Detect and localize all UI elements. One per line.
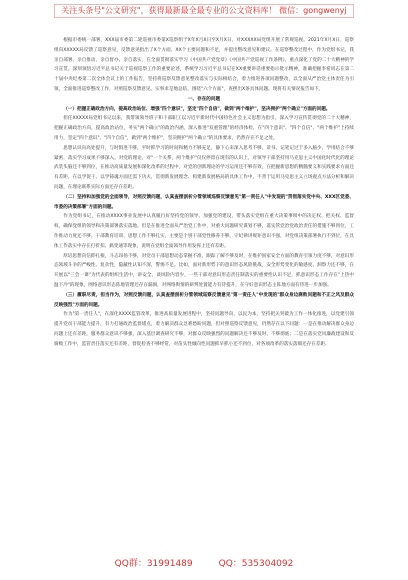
paragraph-duty-performance: 作为"第一责任人"，在深化XXXX监管改革，推进高质量发展进程中，坚持问题导向，以民为本，坚持把关突破为工作一体化推进，以党建引领提升党员干部能力提升，有力打通政治监督堵点，着力解决群众急难愁盼问题，但对照巡察反馈意见，仍然存在以下问题：一是在推动解决群众身边问题上还有差距，服务群众意识不够强，深入基层调查研究不够，对群众反映强烈的问题解决还不够及时、不够彻底；二是在落实党风廉政建设和反腐败工作中，监管责任落实还有差距，督促检查不够经常，对苗头性倾向性问题抓早抓小还不到位，对各项改革的落实落细还存在差距。 [54,312,354,347]
banner-text: 关注头条号"公文研究"，获得最新最全最专业的公文资料库！ 微信：gongwenyj [54,4,354,18]
top-banner [0,0,408,22]
qq-group: QQ群：31991489 [114,559,193,569]
section-heading-problems: 一、存在的问题 [187,96,221,102]
intro-paragraph: 根据市委统一部署，XXX届市委第二轮巡视市委第X巡察组于X年X月X日至X月X日，对XXXXX局党组开展了常规巡视。2021年X月X日，巡察组向XXXXX局反馈了巡察意见，反馈意见指出了X个方面、XX个主要问题和不足，并提出整改意见和建议。在巡察整改过程中，作为党组书记，我亲自部署、亲自推动、亲自督办、亲自落实，在全面贯彻落实学习《中国共产党党章》《中国共产党巡视工作条例》，重点深化了党的二十大精神的学习宣贯，深刻领悟习近平总书记关于巡视巡察工作的重要论述，系统学习习近平总书记在XX重要讲话重要指示批示精神，准确把握李希同志在第二十届中央纪委第二次全体会议上的工作报告，坚持将巡察反馈意见整改落实与实际相结合，着力推进各项问题整改，以全面从严治党主体责任为引领，全面推进巡察整改工作，对照巡察反馈意见，实事求是地总结，围绕"六个方面"，查摆出X条具体问题，现将有关情况报告如下。 [54,38,354,92]
document-body [54,36,354,350]
qq-number: QQ：535304092 [218,559,294,569]
footer-contact [0,559,408,570]
paragraph-party-leadership: 作为党组书记，在推动XXXX事业发展中认真履行好坚持党的领导、加强党的建设，带头落实党组在重大决策事项中的决定权、把关权、监督权，确保党组的领导和决策部署落实落地。但是在推进全面从严治党工作中，对重大问题研究谋划不够，落实管党治党政治责任的措施不够到位，工作推动力度还不够。干部教育培训、思想工作不够扎实，主要是个别干部党性修养不够、守纪律讲规矩意识不强，对党组决策部署执行不到位，在具体工作落实中存在打折扣、搞变通等现象，说明在党组全面领导作用发挥上还有差距。 [54,214,354,249]
paragraph-political-direction: 担任XXXXX局党组书记以来，我带领领导班子和干部职工以习近平新时代中国特色社会主义思想为指引，深入学习宣传贯彻党的二十大精神，把握正确政治方向，提高政治站位，务实"两个确立"的政治内涵，深入推进"双重管理"的经济体检，在"四个意识"、"四个自信"、"两个维护"上持续用力，坚定"四个意识"、"四个自信"，做到"两个维护"，坚决拥护"两个确立"的具体要求，仍然存在不足之处。 [54,116,354,141]
paragraph-ideological-understanding: 思想认识向高处提升，与时俱进不够，平时抓学习的时间和精力不够充足，静下心来深入思考不够，读书、记笔记过于多入脑少，学用结合不够紧密，落实学习成果不够深入。对党的理论，对"一个关系，两个维护"仅仅停留在现有的认识上，对领导干部坚持用马克思主义中国化时代化的理论武装头脑还不够到位，在推动高质量发展和深化改革的过程中，对党的创新理论的学习运用还不够有效，在把握新思想的精髓要义和实践要求方面还有差距，在以学促干、以学铸魂方面还需下功夫，贯彻新发展理念、构建新发展格局的具体工作中，不善于运用马克思主义立场观点方法分析和解决问题，在理论联系实际方面还存在差距。 [54,145,354,190]
subheading-party-leadership: （二）坚持和加强党的全面领导，对照反馈问题，认真查摆剖析分管领域巡察反馈意见"第一责任人"中发现的"贯彻落实党中央、XXX区党委、市委的决策部署"方面的问题。 [54,194,354,210]
subheading-political-direction: （一）把握正确政治方向，提高政治站位、增强"四个意识"，坚定"四个自信"，做到"两个维护"，坚决拥护"两个确立"方面的问题。 [63,106,331,112]
paragraph-ideology-security: 厚培思想向信仰扎根，斗志昂扬不够，对党员干部思想动态掌握不准，跟踪了解不够及时，在维护国家安全方面的教育引领力度不够，对意识形态领域斗争的严峻性、复杂性，隐蔽性认知不深，警惕不足。比如，面对新形势下的意识形态风险挑战，安全形势变化的敏感度、洞察力还不够，在开展以"三会一课"为代表的组织生活中，讲安全、谈风险内容少，一些干部对意识形态责任制落实的重要性认识不足，抓意识形态工作存在"上热中温下冷"的现象，网络意识形态阵地管理还存在漏洞，对网络舆情的研判处置能力有待提升，在守好意识形态主阵地方面有待进一步加强。 [54,253,354,288]
subheading-duty-performance: （三）履职尽责，担当作为，对照反馈问题，认真查摆剖析分管领域巡察反馈意见"第一责任人"中发现的"群众身边腐败问题和不正之风及群众反映强烈"方面的问题。 [54,292,354,308]
